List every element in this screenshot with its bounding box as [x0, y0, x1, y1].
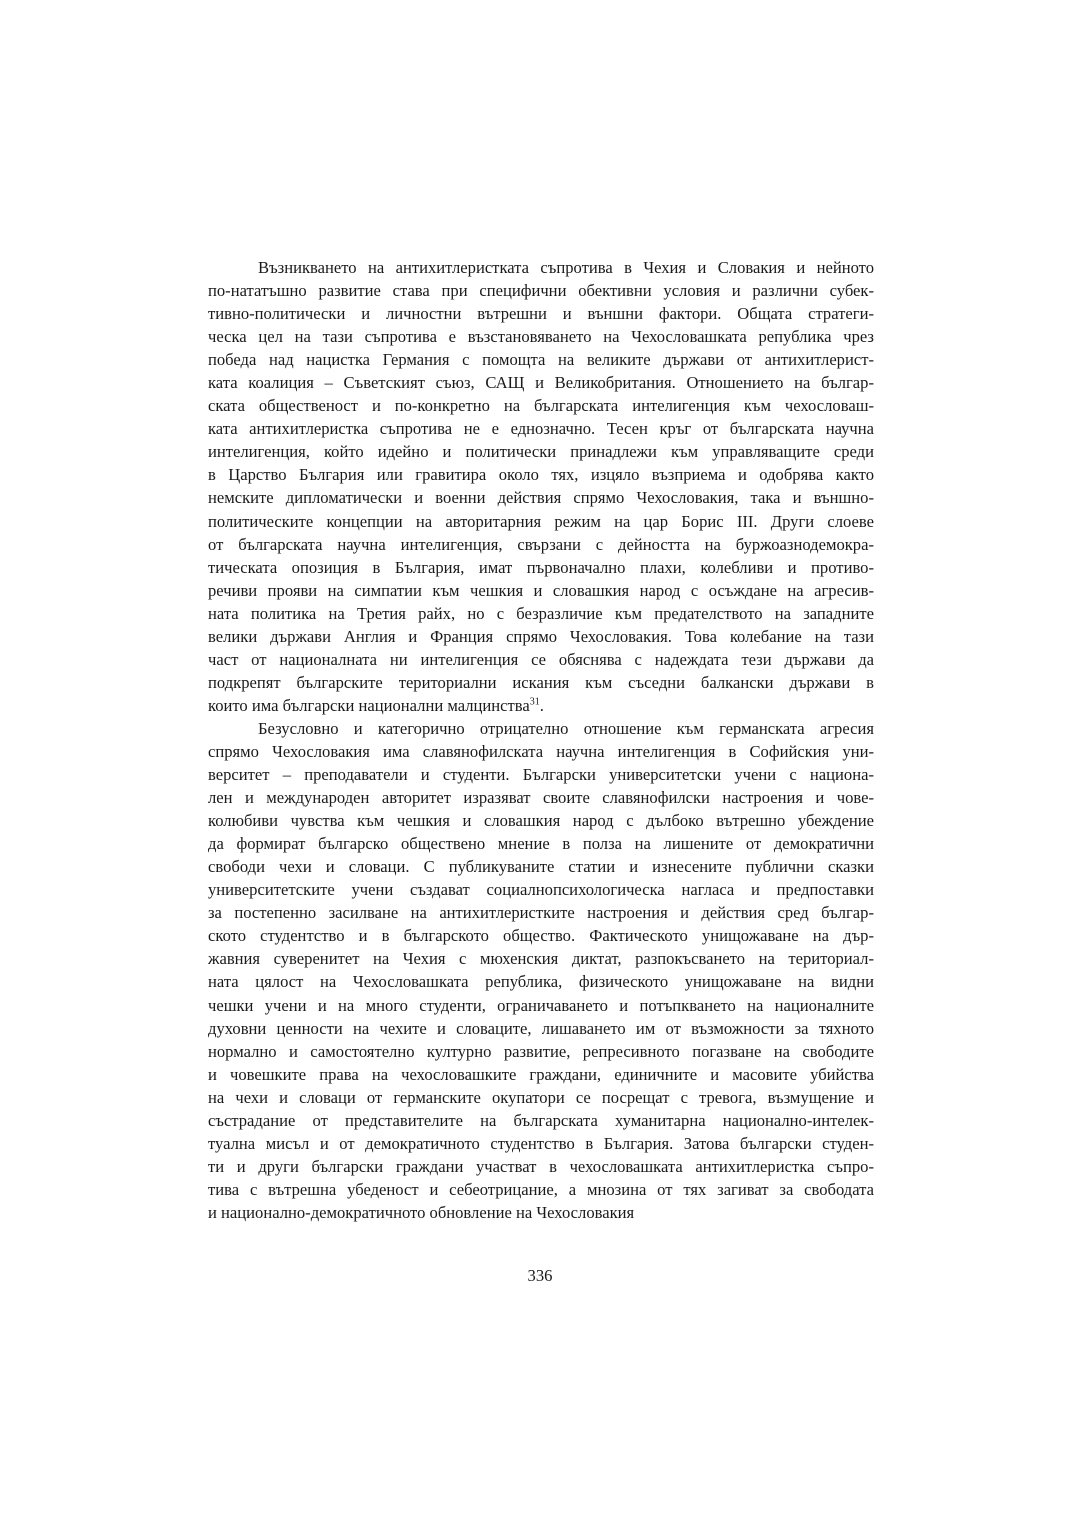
text-line: политическите концепции на авторитарния режим на цар Борис III. Други слоеве	[208, 511, 874, 531]
text-line: подкрепят българските териториални искания към съседни балкански държави в	[208, 672, 874, 692]
text-line: състрадание от представителите на българската хуманитарна национално-интелек-	[208, 1110, 874, 1130]
text-line: и национално-демократичното обновление на Чехословакия	[208, 1202, 635, 1222]
text-line: тивно-политически и личностни вътрешни и външни фактори. Общата стратеги-	[208, 304, 874, 324]
text-line: Безусловно и категорично отрицателно отношение към германската агресия	[258, 718, 874, 738]
text-line: в Царство България или гравитира около тях, изцяло възприема и одобрява както	[208, 465, 874, 485]
footnote-reference: 31	[529, 696, 540, 708]
sentence-end: .	[539, 695, 544, 715]
text-line: ката коалиция – Съветският съюз, САЩ и Великобритания. Отношението на българ-	[208, 373, 874, 393]
text-line: чешки учени и на много студенти, ограничаването и потъпкването на националните	[208, 995, 874, 1015]
text-line: свободи чехи и словаци. С публикуваните статии и изнесените публични сказки	[208, 857, 874, 877]
text-line: верситет – преподаватели и студенти. Български университетски учени с национа-	[208, 765, 874, 785]
text-line: ти и други български граждани участват в чехословашката антихитлеристка съпро-	[208, 1156, 874, 1176]
text-line: от българската научна интелигенция, свързани с дейността на буржоазнодемокра-	[208, 534, 874, 554]
text-line: интелигенция, който идейно и политически принадлежи към управляващите среди	[208, 442, 874, 462]
text-line: речиви прояви на симпатии към чешкия и словашкия народ с осъждане на агресив-	[208, 580, 874, 600]
text-line: немските дипломатически и военни действия спрямо Чехословакия, така и външно-	[208, 488, 874, 508]
text-line: ната политика на Третия райх, но с безразличие към предателството на западните	[208, 603, 874, 623]
page-number: 336	[527, 1266, 553, 1285]
text-line: на чехи и словаци от германските окупатори се посрещат с тревога, възмущение и	[208, 1087, 874, 1107]
text-line: по-нататъшно развитие става при специфични обективни условия и различни субек-	[208, 281, 874, 301]
text-line: ческа цел на тази съпротива е възстановяването на Чехословашката република чрез	[208, 327, 874, 347]
text-line: част от националната ни интелигенция се обяснява с надеждата тези държави да	[208, 649, 874, 669]
text-line: тива с вътрешна убеденост и себеотрицание, а мнозина от тях загиват за свободата	[208, 1179, 874, 1199]
text-line: туална мисъл и от демократичното студентство в България. Затова български студен-	[208, 1133, 874, 1153]
text-line: ката антихитлеристка съпротива не е еднозначно. Тесен кръг от българската научна	[208, 419, 874, 439]
text-line: ската общественост и по-конкретно на българската интелигенция към чехословаш-	[208, 396, 874, 416]
text-line: колюбиви чувства към чешкия и словашкия народ с дълбоко вътрешно убеждение	[208, 811, 874, 831]
text-line: ната цялост на Чехословашката република, физическото унищожаване на видни	[208, 972, 874, 992]
body-text	[208, 256, 874, 1224]
text-line: лен и международен авторитет изразяват своите славянофилски настроения и чове-	[208, 788, 874, 808]
text-line: победа над нацистка Германия с помощта на великите държави от антихитлерист-	[208, 350, 874, 370]
paragraph	[208, 717, 874, 1224]
text-line: духовни ценности на чехите и словаците, лишаването им от възможности за тяхното	[208, 1018, 874, 1038]
text-line: нормално и самостоятелно културно развитие, репресивното погазване на свободите	[208, 1041, 874, 1061]
text-line: жавния суверенитет на Чехия с мюхенския диктат, разпокъсването на териториал-	[208, 949, 874, 969]
text-line: Възникването на антихитлеристката съпротива в Чехия и Словакия и нейното	[258, 258, 874, 277]
text-line: които има български национални малцинства$^{31}$.	[208, 695, 544, 715]
text-line: тическата опозиция в България, имат първоначално плахи, колебливи и противо-	[208, 557, 874, 577]
paragraph	[208, 256, 874, 717]
text-line: да формират българско обществено мнение в полза на лишените от демократични	[208, 834, 874, 854]
text-line: и човешките права на чехословашките граждани, единичните и масовите убийства	[208, 1064, 874, 1084]
text-line: спрямо Чехословакия има славянофилската научна интелигенция в Софийския уни-	[208, 741, 874, 761]
text-line: велики държави Англия и Франция спрямо Чехословакия. Това колебание на тази	[208, 626, 874, 646]
text-line: за постепенно засилване на антихитлеристките настроения и действия сред българ-	[208, 903, 874, 923]
text-line: университетските учени създават социалнопсихологическа нагласа и предпоставки	[208, 880, 874, 900]
text-line: ското студентство и в българското общество. Фактическото унищожаване на дър-	[208, 926, 874, 946]
